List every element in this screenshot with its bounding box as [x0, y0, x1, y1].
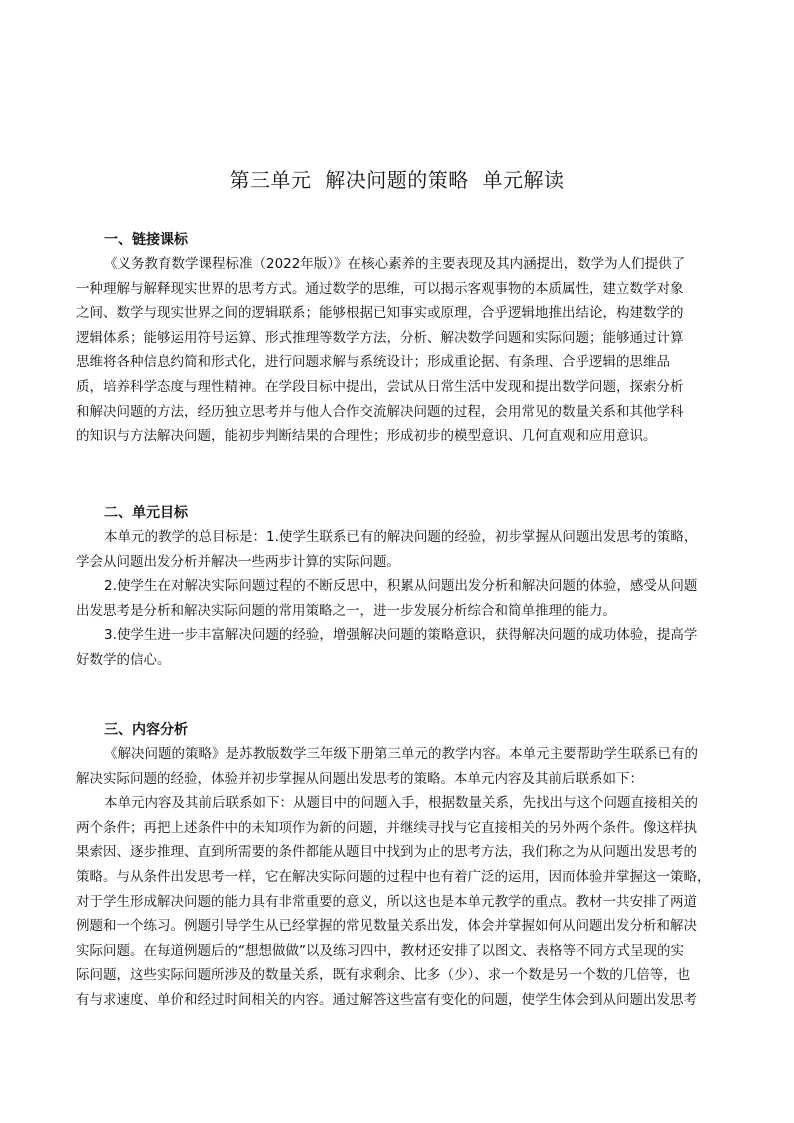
- text-line: 果索因、逐步推理、直到所需要的条件都能从题目中找到为止的思考方法，我们称之为从问题出发思考的: [76, 844, 697, 861]
- text-line: 实际问题。在每道例题后的“想想做做”以及练习四中，教材还安排了以图文、表格等不同方式呈现的实: [76, 942, 684, 959]
- text-line: 质，培养科学态度与理性精神。在学段目标中提出，尝试从日常生活中发现和提出数学问题，探索分析: [76, 378, 684, 395]
- section-unit-goals: [76, 501, 736, 673]
- paragraph: [76, 791, 736, 1012]
- text-line: 3.使学生进一步丰富解决问题的经验，增强解决问题的策略意识，获得解决问题的成功体验，提高学: [104, 627, 698, 644]
- paragraph: [76, 525, 736, 574]
- text-line: 本单元内容及其前后联系如下：从题目中的问题入手，根据数量关系，先找出与这个问题直接相关的: [104, 795, 698, 812]
- section-content-analysis: [76, 718, 736, 1013]
- text-line: 学会从问题出发分析并解决一些两步计算的实际问题。: [76, 553, 400, 570]
- paragraph: [76, 252, 736, 449]
- paragraph: [76, 623, 736, 672]
- text-line: 对于学生形成解决问题的能力具有非常重要的意义，所以这也是本单元教学的重点。教材一共安排了两道: [76, 893, 697, 910]
- text-line: 《解决问题的策略》是苏教版数学三年级下册第三单元的教学内容。本单元主要帮助学生联系已有的: [104, 746, 698, 762]
- section-curriculum-link: [76, 228, 736, 449]
- text-line: 好数学的信心。: [76, 651, 171, 668]
- text-line: 本单元的教学的总目标是：1.使学生联系已有的解决问题的经验，初步掌握从问题出发思考的策略，: [104, 529, 698, 545]
- text-line: 例题和一个练习。例题引导学生从已经掌握的常见数量关系出发，体会并掌握如何从问题出发分析和解决: [76, 918, 697, 935]
- paragraph: [76, 742, 736, 791]
- text-line: 的知识与方法解决问题，能初步判断结果的合理性；形成初步的模型意识、几何直观和应用意识。: [76, 428, 657, 445]
- section-heading: 一、链接课标: [104, 232, 188, 248]
- text-line: 有与求速度、单价和经过时间相关的内容。通过解答这些富有变化的问题，使学生体会到从问题出发思考: [76, 991, 697, 1008]
- text-line: 一种理解与解释现实世界的思考方式。通过数学的思维，可以揭示客观事物的本质属性，建立数学对象: [76, 280, 684, 297]
- page-title: 第三单元 解决问题的策略 单元解读: [229, 168, 565, 192]
- text-line: 策略。与从条件出发思考一样，它在解决实际问题的过程中也有着广泛的运用，因而体验并掌握这一策略，: [76, 868, 711, 885]
- text-line: 际问题，这些实际问题所涉及的数量关系，既有求剩余、比多（少）、求一个数是另一个数的几倍等，也: [76, 967, 691, 984]
- text-line: 两个条件；再把上述条件中的未知项作为新的问题，并继续寻找与它直接相关的另外两个条件。像这样执: [76, 819, 697, 836]
- text-line: 《义务教育数学课程标准（2022年版）》在核心素养的主要表现及其内涵提出，数学为人们提供了: [104, 256, 686, 272]
- text-line: 逻辑体系；能够运用符号运算、形式推理等数学方法，分析、解决数学问题和实际问题；能够通过计算: [76, 329, 684, 346]
- text-line: 之间、数学与现实世界之间的逻辑联系；能够根据已知事实或原理，合乎逻辑地推出结论，构建数学的: [76, 305, 684, 322]
- text-line: 解决实际问题的经验，体验并初步掌握从问题出发思考的策略。本单元内容及其前后联系如下：: [76, 770, 643, 787]
- section-heading: 二、单元目标: [104, 505, 188, 521]
- text-line: 和解决问题的方法，经历独立思考并与他人合作交流解决问题的过程，会用常见的数量关系和其他学科: [76, 403, 684, 420]
- section-heading: 三、内容分析: [104, 722, 188, 738]
- text-line: 2.使学生在对解决实际问题过程的不断反思中，积累从问题出发分析和解决问题的体验，感受从问题: [104, 578, 698, 595]
- text-line: 思维将各种信息约简和形式化，进行问题求解与系统设计；形成重论据、有条理、合乎逻辑的思维品: [76, 354, 670, 371]
- text-line: 出发思考是分析和解决实际问题的常用策略之一，进一步发展分析综合和简单推理的能力。: [76, 602, 616, 619]
- paragraph: [76, 574, 736, 623]
